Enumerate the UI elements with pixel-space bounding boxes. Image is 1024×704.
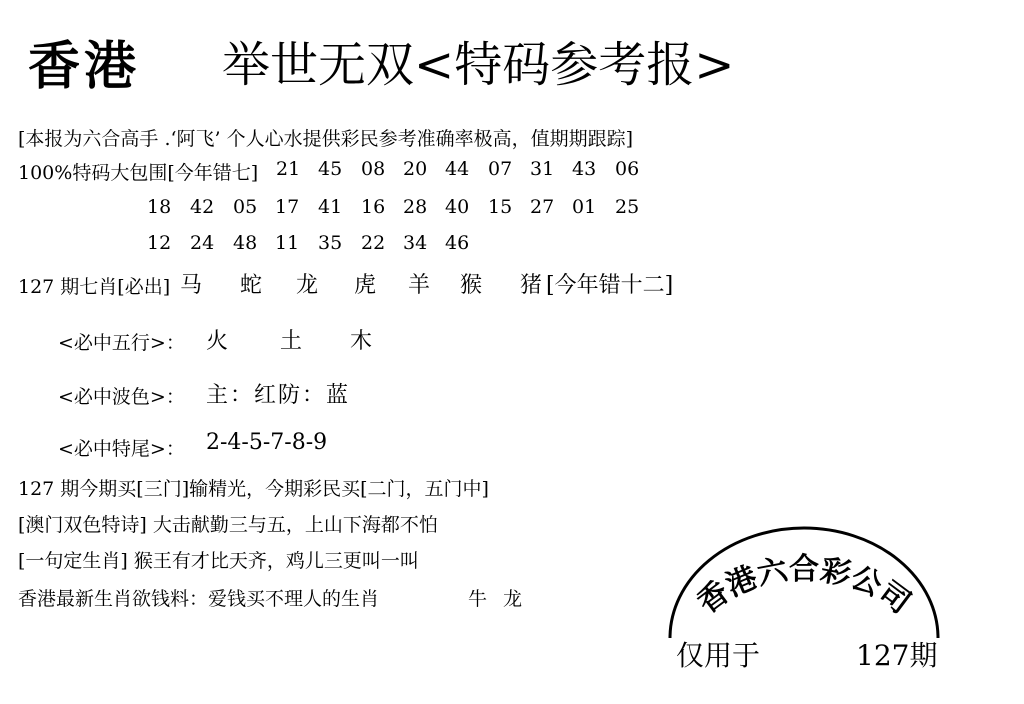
special-code-label: 100%特码大包围[今年错七]: [18, 162, 259, 184]
zodiac-item: 猴: [460, 273, 483, 298]
tail-label: <必中特尾>：: [58, 438, 185, 460]
zodiac-item: 猪: [520, 273, 543, 298]
zodiac-item: 羊: [408, 273, 431, 298]
code-number: 12: [147, 232, 172, 254]
zodiac-item: 虎: [354, 273, 377, 298]
code-number: 42: [190, 196, 215, 218]
code-number: 18: [147, 196, 172, 218]
svg-text:香港六合彩公司: [691, 552, 917, 621]
poem-line: [澳门双色特诗] 大击献勤三与五，上山下海都不怕: [18, 514, 438, 536]
riddle-line: [一句定生肖] 猴王有才比天齐，鸡儿三更叫一叫: [18, 550, 419, 572]
zodiac-miss-note: [今年错十二]: [546, 273, 674, 298]
element-item: 火: [206, 329, 229, 354]
buy-doors-line: 127 期今期买[三门]输精光，今期彩民买[二门，五门中]: [18, 478, 489, 500]
zodiac-item: 龙: [296, 273, 319, 298]
code-number: 17: [275, 196, 300, 218]
latest-answer: 牛 龙: [468, 588, 523, 610]
code-number: 46: [445, 232, 470, 254]
brand-title: 香港: [28, 36, 141, 97]
elements-label: <必中五行>：: [58, 332, 185, 354]
code-number: 48: [233, 232, 258, 254]
code-number: 27: [530, 196, 555, 218]
code-number: 05: [233, 196, 258, 218]
code-number: 35: [318, 232, 343, 254]
code-number: 45: [318, 158, 343, 180]
code-number: 06: [615, 158, 640, 180]
code-number: 43: [572, 158, 597, 180]
code-number: 22: [361, 232, 386, 254]
latest-line: 香港最新生肖欲钱料：爱钱买不理人的生肖: [18, 588, 380, 610]
code-number: 01: [572, 196, 597, 218]
code-number: 44: [445, 158, 470, 180]
intro-line: [本报为六合高手 .‘阿飞’ 个人心水提供彩民参考准确率极高，值期期跟踪]: [18, 128, 634, 150]
zodiac-item: 马: [180, 273, 203, 298]
code-number: 21: [276, 158, 301, 180]
zodiac-label: 127 期七肖[必出]: [18, 276, 171, 298]
code-number: 24: [190, 232, 215, 254]
footer-issue: 127期: [856, 639, 938, 672]
tail-value: 2-4-5-7-8-9: [206, 430, 328, 455]
stamp-text: 香港六合彩公司: [691, 552, 917, 621]
element-item: 木: [350, 329, 373, 354]
page-headline: 举世无双<特码参考报>: [222, 37, 735, 93]
code-number: 25: [615, 196, 640, 218]
color-value: 主：红防：蓝: [206, 383, 351, 408]
code-number: 08: [361, 158, 386, 180]
code-number: 11: [275, 232, 300, 254]
code-number: 28: [403, 196, 428, 218]
code-number: 31: [530, 158, 555, 180]
element-item: 土: [280, 329, 303, 354]
footer-label: 仅用于: [676, 639, 761, 672]
code-number: 15: [488, 196, 513, 218]
color-label: <必中波色>：: [58, 386, 185, 408]
code-number: 07: [488, 158, 513, 180]
code-number: 16: [361, 196, 386, 218]
code-number: 40: [445, 196, 470, 218]
zodiac-item: 蛇: [240, 273, 263, 298]
code-number: 34: [403, 232, 428, 254]
code-number: 41: [318, 196, 343, 218]
code-number: 20: [403, 158, 428, 180]
